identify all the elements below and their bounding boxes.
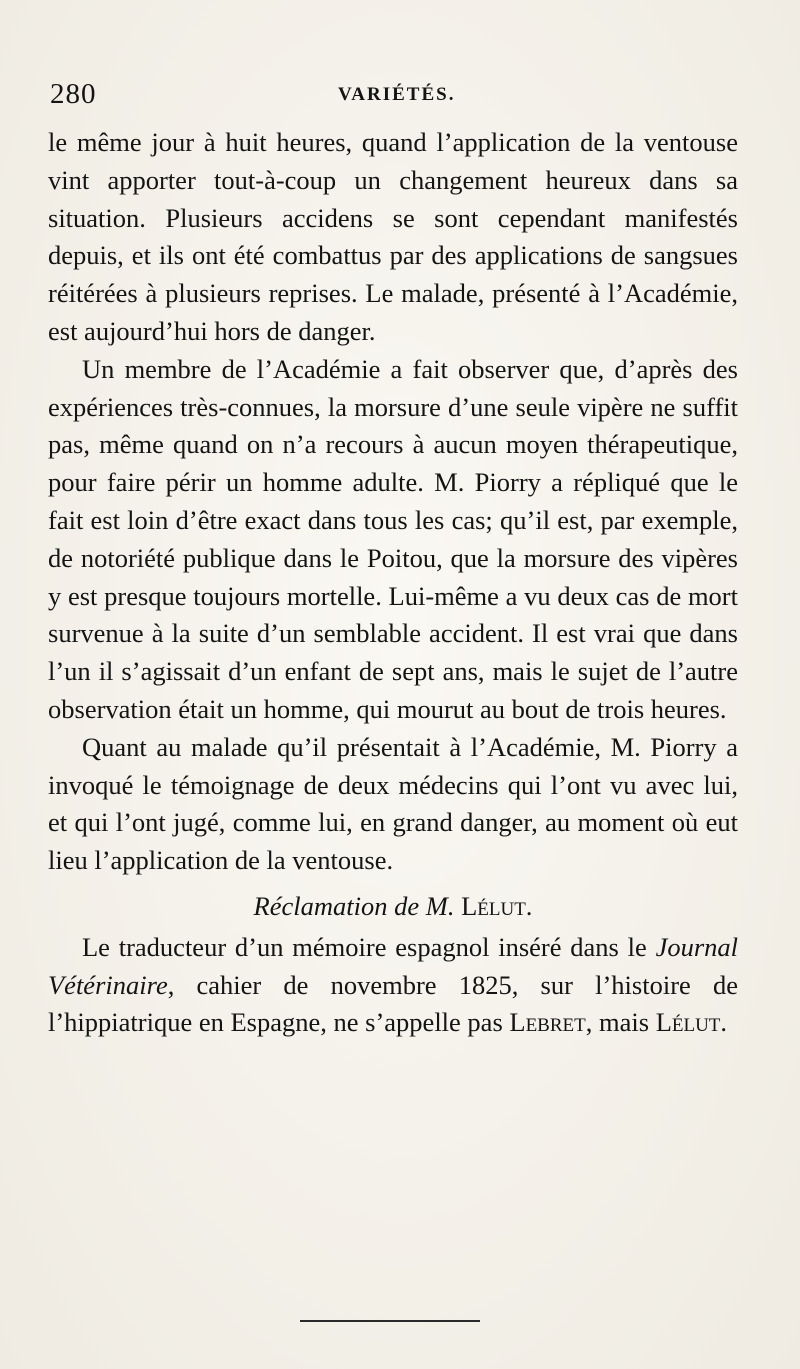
paragraph-continuation: le même jour à huit heures, quand l’application de la ventouse vint apporter tout-à-coup un changement heureux dans sa situation. Plusieurs accidens se sont cependant manifestés depuis, et ils ont été combattus par des applications de sangsues réitérées à plusieurs reprises. Le malade, présenté à l’Académie, est aujourd’hui hors de danger. <box>48 127 738 346</box>
reclamation-text-start: Le traducteur d’un mémoire espagnol inséré dans le <box>82 931 656 962</box>
reclamation-text-and: , mais <box>585 1007 656 1038</box>
page-number: 280 <box>50 78 97 110</box>
paragraph-reclamation <box>48 929 738 1042</box>
heading-name: Lélut. <box>461 890 533 921</box>
end-rule <box>300 1320 480 1322</box>
section-heading <box>48 880 738 929</box>
heading-prefix: Réclamation de M. <box>253 890 455 921</box>
journal-title: Journal Vétérinaire <box>48 931 738 1000</box>
reclamation-text-mid: , cahier de novembre 1825, sur l’histoire de l’hippiatrique en Espagne, ne s’appelle pas <box>48 969 738 1038</box>
running-title: VARIÉTÉS. <box>338 84 456 105</box>
paragraph-viper-bite: Un membre de l’Académie a fait observer que, d’après des expériences très-connues, la morsure d’une seule vipère ne suffit pas, même quand on n’a recours à aucun moyen thérapeutique, pour faire périr un homme adulte. M. Piorry a répliqué que le fait est loin d’être exact dans tous les cas; qu’il est, par exemple, de notoriété publique dans le Poitou, que la morsure des vipères y est presque toujours mortelle. Lui-même a vu deux cas de mort survenue à la suite d’un semblable accident. Il est vrai que dans l’un il s’agissait d’un enfant de sept ans, mais le sujet de l’autre observation était un homme, qui mourut au bout de trois heures. <box>48 353 738 724</box>
paragraph-testimony: Quant au malade qu’il présentait à l’Académie, M. Piorry a invoqué le témoignage de deux médecins qui l’ont vu avec lui, et qui l’ont jugé, comme lui, en grand danger, au moment où eut lieu l’application de la ventouse. <box>48 731 738 876</box>
name-lelut: Lélut. <box>655 1007 728 1038</box>
name-lebret: Lebret <box>509 1007 586 1038</box>
body-text <box>48 124 738 1042</box>
page-header <box>50 78 750 118</box>
